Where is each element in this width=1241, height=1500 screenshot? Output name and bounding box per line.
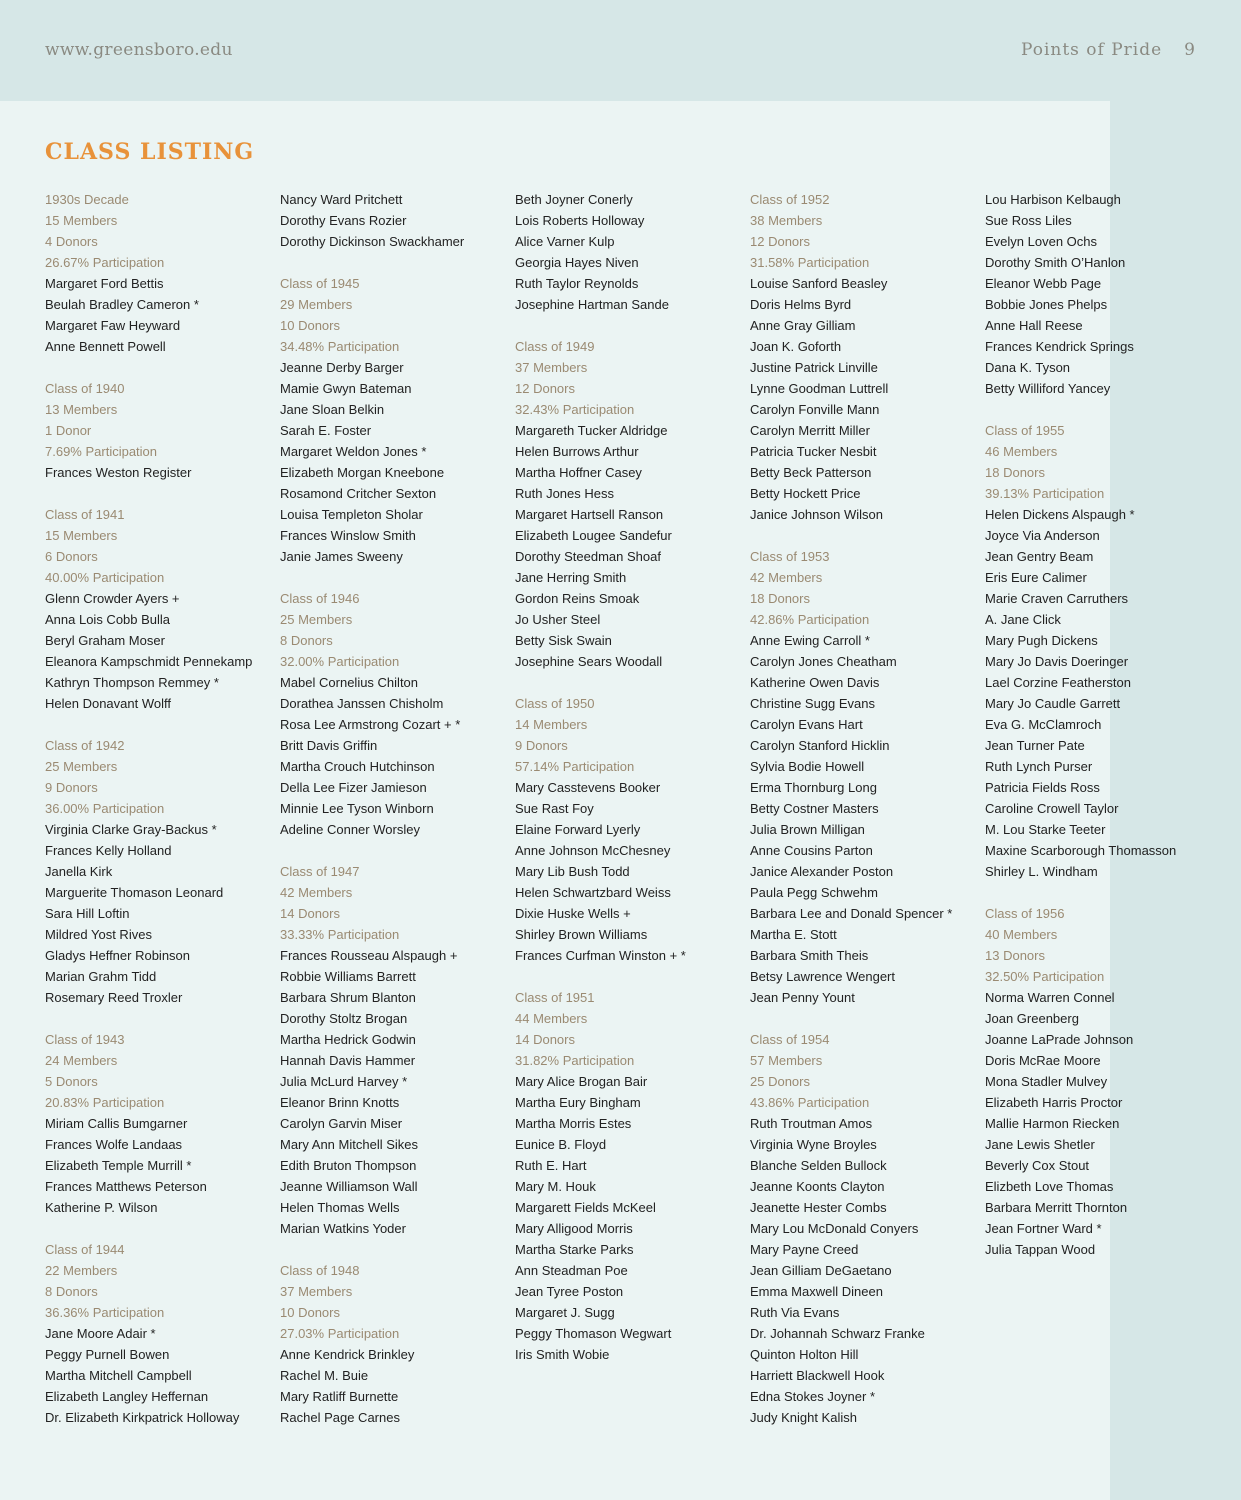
donor-name: Erma Thornburg Long: [750, 780, 877, 795]
class-stat: 18 Donors: [985, 465, 1045, 480]
donor-name: Norma Warren Connel: [985, 990, 1115, 1005]
donor-name: Dana K. Tyson: [985, 360, 1071, 375]
class-stat: 1930s Decade: [45, 192, 129, 207]
donor-name: Doris Helms Byrd: [750, 297, 852, 312]
donor-name: Dorothy Dickinson Swackhamer: [280, 234, 465, 249]
donor-name: Betty Williford Yancey: [985, 381, 1111, 396]
donor-name: Mamie Gwyn Bateman: [280, 381, 412, 396]
class-stat: 32.00% Participation: [280, 654, 400, 669]
donor-name: Ruth Troutman Amos: [750, 1116, 873, 1131]
donor-name: Mildred Yost Rives: [45, 927, 152, 942]
class-stat: 32.50% Participation: [985, 969, 1105, 984]
site-url: www.greensboro.edu: [45, 40, 233, 60]
donor-name: Rachel M. Buie: [280, 1368, 369, 1383]
donor-name: Julia Tappan Wood: [985, 1242, 1096, 1257]
class-stat: 57.14% Participation: [515, 759, 635, 774]
donor-name: Joan K. Goforth: [750, 339, 842, 354]
section-title: Points of Pride: [1020, 40, 1163, 60]
donor-name: Georgia Hayes Niven: [515, 255, 639, 270]
donor-name: Sylvia Bodie Howell: [750, 759, 865, 774]
donor-name: Mary Pugh Dickens: [985, 633, 1098, 648]
spacer: [45, 357, 277, 378]
page-number: 9: [1184, 40, 1196, 60]
donor-name: Peggy Thomason Wegwart: [515, 1326, 672, 1341]
donor-name: M. Lou Starke Teeter: [985, 822, 1106, 837]
donor-name: Betsy Lawrence Wengert: [750, 969, 895, 984]
donor-name: Mary Payne Creed: [750, 1242, 859, 1257]
donor-name: Margareth Tucker Aldridge: [515, 423, 668, 438]
donor-name: Elaine Forward Lyerly: [515, 822, 641, 837]
donor-name: Frances Curfman Winston + *: [515, 948, 686, 963]
listing-column-5: [985, 189, 1217, 1260]
class-stat: Class of 1949: [515, 339, 595, 354]
donor-name: Britt Davis Griffin: [280, 738, 378, 753]
donor-name: Margaret J. Sugg: [515, 1305, 615, 1320]
donor-name: Jane Lewis Shetler: [985, 1137, 1095, 1152]
donor-name: Sue Rast Foy: [515, 801, 594, 816]
donor-name: Beth Joyner Conerly: [515, 192, 633, 207]
class-stat: 25 Members: [280, 612, 353, 627]
donor-name: Frances Kelly Holland: [45, 843, 172, 858]
class-stat: 36.00% Participation: [45, 801, 165, 816]
class-stat: 5 Donors: [45, 1074, 98, 1089]
donor-name: Maxine Scarborough Thomasson: [985, 843, 1177, 858]
donor-name: Frances Weston Register: [45, 465, 192, 480]
donor-name: Minnie Lee Tyson Winborn: [280, 801, 434, 816]
class-stat: 46 Members: [985, 444, 1058, 459]
donor-name: Eva G. McClamroch: [985, 717, 1102, 732]
donor-name: Jeanette Hester Combs: [750, 1200, 887, 1215]
donor-name: Lois Roberts Holloway: [515, 213, 645, 228]
donor-name: Josephine Sears Woodall: [515, 654, 663, 669]
donor-name: Betty Beck Patterson: [750, 465, 872, 480]
donor-name: Lael Corzine Featherston: [985, 675, 1131, 690]
donor-name: Elizabeth Harris Proctor: [985, 1095, 1123, 1110]
class-stat: Class of 1944: [45, 1242, 125, 1257]
donor-name: Helen Dickens Alspaugh *: [985, 507, 1135, 522]
donor-name: Dixie Huske Wells +: [515, 906, 631, 921]
donor-name: Carolyn Stanford Hicklin: [750, 738, 890, 753]
donor-name: Eleanor Brinn Knotts: [280, 1095, 400, 1110]
class-stat: 31.58% Participation: [750, 255, 870, 270]
donor-name: Doris McRae Moore: [985, 1053, 1101, 1068]
class-stat: Class of 1955: [985, 423, 1065, 438]
donor-name: Katherine Owen Davis: [750, 675, 880, 690]
class-stat: Class of 1941: [45, 507, 125, 522]
class-stat: Class of 1954: [750, 1032, 830, 1047]
class-stat: 33.33% Participation: [280, 927, 400, 942]
donor-name: Barbara Merritt Thornton: [985, 1200, 1128, 1215]
class-stat: 57 Members: [750, 1053, 823, 1068]
donor-name: Betty Sisk Swain: [515, 633, 612, 648]
donor-name: Joanne LaPrade Johnson: [985, 1032, 1134, 1047]
class-stat: Class of 1956: [985, 906, 1065, 921]
class-stat: 44 Members: [515, 1011, 588, 1026]
donor-name: Harriett Blackwell Hook: [750, 1368, 885, 1383]
donor-name: Martha E. Stott: [750, 927, 837, 942]
donor-name: Eleanor Webb Page: [985, 276, 1102, 291]
donor-name: Frances Wolfe Landaas: [45, 1137, 183, 1152]
donor-name: Julia McLurd Harvey *: [280, 1074, 408, 1089]
class-stat: 42 Members: [280, 885, 353, 900]
donor-name: Jane Herring Smith: [515, 570, 627, 585]
donor-name: Anne Bennett Powell: [45, 339, 166, 354]
donor-name: Robbie Williams Barrett: [280, 969, 416, 984]
class-stat: Class of 1943: [45, 1032, 125, 1047]
donor-name: Anne Cousins Parton: [750, 843, 873, 858]
class-stat: 9 Donors: [45, 780, 98, 795]
page-title: CLASS LISTING: [45, 139, 255, 165]
class-stat: 8 Donors: [280, 633, 333, 648]
donor-name: Sarah E. Foster: [280, 423, 372, 438]
class-stat: 38 Members: [750, 213, 823, 228]
donor-name: Dr. Elizabeth Kirkpatrick Holloway: [45, 1410, 240, 1425]
class-stat: 39.13% Participation: [985, 486, 1105, 501]
donor-name: Shirley L. Windham: [985, 864, 1098, 879]
class-stat: 14 Donors: [515, 1032, 575, 1047]
donor-name: Rosa Lee Armstrong Cozart + *: [280, 717, 461, 732]
donor-name: Elizbeth Love Thomas: [985, 1179, 1114, 1194]
class-stat: Class of 1940: [45, 381, 125, 396]
donor-name: Beverly Cox Stout: [985, 1158, 1090, 1173]
donor-name: Barbara Lee and Donald Spencer *: [750, 906, 953, 921]
donor-name: Anne Johnson McChesney: [515, 843, 671, 858]
running-header: [1021, 40, 1196, 60]
donor-name: Shirley Brown Williams: [515, 927, 648, 942]
donor-name: Rosamond Critcher Sexton: [280, 486, 437, 501]
spacer: [280, 1239, 512, 1260]
class-stat: 31.82% Participation: [515, 1053, 635, 1068]
donor-name: Margaret Hartsell Ranson: [515, 507, 664, 522]
spacer: [45, 483, 277, 504]
donor-name: Helen Thomas Wells: [280, 1200, 400, 1215]
donor-name: Margaret Ford Bettis: [45, 276, 164, 291]
donor-name: Joyce Via Anderson: [985, 528, 1100, 543]
donor-name: Martha Starke Parks: [515, 1242, 634, 1257]
donor-name: Bobbie Jones Phelps: [985, 297, 1108, 312]
donor-name: Emma Maxwell Dineen: [750, 1284, 883, 1299]
class-stat: 20.83% Participation: [45, 1095, 165, 1110]
spacer: [45, 1218, 277, 1239]
class-stat: 8 Donors: [45, 1284, 98, 1299]
donor-name: Mary Ratliff Burnette: [280, 1389, 399, 1404]
donor-name: Carolyn Jones Cheatham: [750, 654, 897, 669]
donor-name: Elizabeth Lougee Sandefur: [515, 528, 672, 543]
donor-name: Blanche Selden Bullock: [750, 1158, 887, 1173]
donor-name: Peggy Purnell Bowen: [45, 1347, 170, 1362]
donor-name: Rachel Page Carnes: [280, 1410, 400, 1425]
donor-name: Eleanora Kampschmidt Pennekamp: [45, 654, 253, 669]
donor-name: Dorothy Stoltz Brogan: [280, 1011, 408, 1026]
donor-name: Barbara Smith Theis: [750, 948, 869, 963]
donor-name: Mary Lou McDonald Conyers: [750, 1221, 919, 1236]
donor-name: Dorothy Steedman Shoaf: [515, 549, 661, 564]
donor-name: Paula Pegg Schwehm: [750, 885, 878, 900]
donor-name: Ruth Jones Hess: [515, 486, 614, 501]
donor-name: Betty Costner Masters: [750, 801, 879, 816]
donor-name: Sue Ross Liles: [985, 213, 1072, 228]
donor-name: Marie Craven Carruthers: [985, 591, 1129, 606]
donor-name: Iris Smith Wobie: [515, 1347, 610, 1362]
listing-column-3: [515, 189, 747, 1365]
donor-name: Virginia Clarke Gray-Backus *: [45, 822, 217, 837]
donor-name: Jane Sloan Belkin: [280, 402, 385, 417]
donor-name: Anne Hall Reese: [985, 318, 1083, 333]
donor-name: Frances Winslow Smith: [280, 528, 416, 543]
spacer: [280, 252, 512, 273]
class-stat: 10 Donors: [280, 318, 340, 333]
donor-name: Janella Kirk: [45, 864, 113, 879]
donor-name: Mabel Cornelius Chilton: [280, 675, 419, 690]
donor-name: Mary Alice Brogan Bair: [515, 1074, 648, 1089]
class-stat: 7.69% Participation: [45, 444, 158, 459]
donor-name: Judy Knight Kalish: [750, 1410, 857, 1425]
class-stat: Class of 1950: [515, 696, 595, 711]
spacer: [985, 882, 1217, 903]
donor-name: Mary M. Houk: [515, 1179, 596, 1194]
donor-name: Edith Bruton Thompson: [280, 1158, 417, 1173]
class-stat: 36.36% Participation: [45, 1305, 165, 1320]
donor-name: Eunice B. Floyd: [515, 1137, 607, 1152]
spacer: [515, 672, 747, 693]
spacer: [750, 1008, 982, 1029]
donor-name: Jane Moore Adair *: [45, 1326, 156, 1341]
donor-name: Carolyn Garvin Miser: [280, 1116, 403, 1131]
spacer: [280, 840, 512, 861]
donor-name: Adeline Conner Worsley: [280, 822, 420, 837]
donor-name: Gladys Heffner Robinson: [45, 948, 191, 963]
class-stat: 13 Donors: [985, 948, 1045, 963]
spacer: [45, 1008, 277, 1029]
donor-name: Carolyn Merritt Miller: [750, 423, 870, 438]
donor-name: Dorothy Evans Rozier: [280, 213, 407, 228]
donor-name: Martha Crouch Hutchinson: [280, 759, 435, 774]
class-stat: Class of 1951: [515, 990, 595, 1005]
class-stat: 4 Donors: [45, 234, 98, 249]
class-stat: 37 Members: [280, 1284, 353, 1299]
donor-name: Ruth E. Hart: [515, 1158, 587, 1173]
class-stat: 37 Members: [515, 360, 588, 375]
donor-name: Lynne Goodman Luttrell: [750, 381, 889, 396]
class-stat: 14 Members: [515, 717, 588, 732]
class-stat: 29 Members: [280, 297, 353, 312]
donor-name: Glenn Crowder Ayers +: [45, 591, 180, 606]
donor-name: Ruth Taylor Reynolds: [515, 276, 639, 291]
donor-name: Joan Greenberg: [985, 1011, 1079, 1026]
donor-name: Janie James Sweeny: [280, 549, 403, 564]
class-stat: 13 Members: [45, 402, 118, 417]
donor-name: Eris Eure Calimer: [985, 570, 1087, 585]
donor-name: Jean Penny Yount: [750, 990, 855, 1005]
donor-name: Mona Stadler Mulvey: [985, 1074, 1108, 1089]
donor-name: Edna Stokes Joyner *: [750, 1389, 876, 1404]
donor-name: Josephine Hartman Sande: [515, 297, 669, 312]
class-stat: 12 Donors: [515, 381, 575, 396]
donor-name: Marian Watkins Yoder: [280, 1221, 406, 1236]
donor-name: Rosemary Reed Troxler: [45, 990, 183, 1005]
donor-name: Anne Gray Gilliam: [750, 318, 856, 333]
donor-name: Carolyn Evans Hart: [750, 717, 863, 732]
donor-name: Elizabeth Langley Heffernan: [45, 1389, 209, 1404]
class-stat: 15 Members: [45, 528, 118, 543]
donor-name: Mary Casstevens Booker: [515, 780, 661, 795]
donor-name: Janice Alexander Poston: [750, 864, 894, 879]
donor-name: Gordon Reins Smoak: [515, 591, 640, 606]
donor-name: Anna Lois Cobb Bulla: [45, 612, 171, 627]
class-stat: 6 Donors: [45, 549, 98, 564]
donor-name: Helen Schwartzbard Weiss: [515, 885, 671, 900]
donor-name: Martha Mitchell Campbell: [45, 1368, 192, 1383]
class-stat: Class of 1953: [750, 549, 830, 564]
donor-name: Alice Varner Kulp: [515, 234, 615, 249]
donor-name: Patricia Tucker Nesbit: [750, 444, 877, 459]
donor-name: Beryl Graham Moser: [45, 633, 165, 648]
class-stat: 43.86% Participation: [750, 1095, 870, 1110]
donor-name: Lou Harbison Kelbaugh: [985, 192, 1121, 207]
donor-name: Mary Ann Mitchell Sikes: [280, 1137, 418, 1152]
donor-name: Mary Lib Bush Todd: [515, 864, 630, 879]
class-stat: 40 Members: [985, 927, 1058, 942]
donor-name: Jean Gentry Beam: [985, 549, 1094, 564]
donor-name: Anne Ewing Carroll *: [750, 633, 870, 648]
donor-name: A. Jane Click: [985, 612, 1061, 627]
donor-name: Dorathea Janssen Chisholm: [280, 696, 444, 711]
donor-name: Justine Patrick Linville: [750, 360, 878, 375]
class-stat: Class of 1942: [45, 738, 125, 753]
donor-name: Quinton Holton Hill: [750, 1347, 859, 1362]
donor-name: Martha Hoffner Casey: [515, 465, 642, 480]
spacer: [45, 714, 277, 735]
donor-name: Carolyn Fonville Mann: [750, 402, 880, 417]
donor-name: Louise Sanford Beasley: [750, 276, 888, 291]
listing-column-4: [750, 189, 982, 1428]
donor-name: Dr. Johannah Schwarz Franke: [750, 1326, 925, 1341]
donor-name: Louisa Templeton Sholar: [280, 507, 423, 522]
class-stat: 1 Donor: [45, 423, 92, 438]
donor-name: Jo Usher Steel: [515, 612, 601, 627]
donor-name: Nancy Ward Pritchett: [280, 192, 403, 207]
donor-name: Betty Hockett Price: [750, 486, 861, 501]
class-stat: 9 Donors: [515, 738, 568, 753]
donor-name: Marguerite Thomason Leonard: [45, 885, 224, 900]
donor-name: Jean Fortner Ward *: [985, 1221, 1102, 1236]
spacer: [985, 399, 1217, 420]
donor-name: Caroline Crowell Taylor: [985, 801, 1119, 816]
spacer: [515, 315, 747, 336]
donor-name: Dorothy Smith O’Hanlon: [985, 255, 1126, 270]
donor-name: Jeanne Koonts Clayton: [750, 1179, 885, 1194]
class-stat: 25 Members: [45, 759, 118, 774]
class-stat: 15 Members: [45, 213, 118, 228]
donor-name: Kathryn Thompson Remmey *: [45, 675, 219, 690]
donor-name: Margarett Fields McKeel: [515, 1200, 656, 1215]
donor-name: Jeanne Derby Barger: [280, 360, 404, 375]
donor-name: Jean Turner Pate: [985, 738, 1085, 753]
listing-column-2: [280, 189, 512, 1428]
class-stat: 12 Donors: [750, 234, 810, 249]
donor-name: Margaret Faw Heyward: [45, 318, 181, 333]
donor-name: Elizabeth Temple Murrill *: [45, 1158, 192, 1173]
donor-name: Jean Gilliam DeGaetano: [750, 1263, 892, 1278]
class-stat: 34.48% Participation: [280, 339, 400, 354]
donor-name: Miriam Callis Bumgarner: [45, 1116, 188, 1131]
class-stat: 25 Donors: [750, 1074, 810, 1089]
class-stat: Class of 1947: [280, 864, 360, 879]
donor-name: Margaret Weldon Jones *: [280, 444, 427, 459]
donor-name: Barbara Shrum Blanton: [280, 990, 416, 1005]
donor-name: Ruth Via Evans: [750, 1305, 840, 1320]
donor-name: Evelyn Loven Ochs: [985, 234, 1098, 249]
donor-name: Frances Rousseau Alspaugh +: [280, 948, 458, 963]
class-stat: Class of 1952: [750, 192, 830, 207]
donor-name: Sara Hill Loftin: [45, 906, 130, 921]
donor-name: Anne Kendrick Brinkley: [280, 1347, 415, 1362]
donor-name: Virginia Wyne Broyles: [750, 1137, 877, 1152]
class-stat: 14 Donors: [280, 906, 340, 921]
donor-name: Patricia Fields Ross: [985, 780, 1100, 795]
donor-name: Hannah Davis Hammer: [280, 1053, 416, 1068]
listing-column-1: [45, 189, 277, 1428]
donor-name: Beulah Bradley Cameron *: [45, 297, 199, 312]
donor-name: Helen Donavant Wolff: [45, 696, 171, 711]
donor-name: Elizabeth Morgan Kneebone: [280, 465, 445, 480]
donor-name: Jean Tyree Poston: [515, 1284, 624, 1299]
donor-name: Frances Matthews Peterson: [45, 1179, 207, 1194]
class-stat: 10 Donors: [280, 1305, 340, 1320]
donor-name: Jeanne Williamson Wall: [280, 1179, 418, 1194]
class-stat: 22 Members: [45, 1263, 118, 1278]
class-stat: 42.86% Participation: [750, 612, 870, 627]
class-stat: 42 Members: [750, 570, 823, 585]
donor-name: Martha Eury Bingham: [515, 1095, 641, 1110]
class-stat: 24 Members: [45, 1053, 118, 1068]
donor-name: Della Lee Fizer Jamieson: [280, 780, 427, 795]
spacer: [280, 567, 512, 588]
donor-name: Mary Alligood Morris: [515, 1221, 633, 1236]
donor-name: Christine Sugg Evans: [750, 696, 876, 711]
class-stat: Class of 1946: [280, 591, 360, 606]
donor-name: Ann Steadman Poe: [515, 1263, 628, 1278]
donor-name: Katherine P. Wilson: [45, 1200, 158, 1215]
donor-name: Martha Morris Estes: [515, 1116, 632, 1131]
donor-name: Mallie Harmon Riecken: [985, 1116, 1120, 1131]
donor-name: Martha Hedrick Godwin: [280, 1032, 416, 1047]
class-stat: 27.03% Participation: [280, 1326, 400, 1341]
class-stat: Class of 1948: [280, 1263, 360, 1278]
donor-name: Janice Johnson Wilson: [750, 507, 883, 522]
class-stat: 40.00% Participation: [45, 570, 165, 585]
donor-name: Helen Burrows Arthur: [515, 444, 639, 459]
donor-name: Mary Jo Caudle Garrett: [985, 696, 1121, 711]
class-stat: 18 Donors: [750, 591, 810, 606]
class-stat: 26.67% Participation: [45, 255, 165, 270]
donor-name: Julia Brown Milligan: [750, 822, 865, 837]
donor-name: Frances Kendrick Springs: [985, 339, 1134, 354]
class-stat: 32.43% Participation: [515, 402, 635, 417]
donor-name: Ruth Lynch Purser: [985, 759, 1093, 774]
donor-name: Mary Jo Davis Doeringer: [985, 654, 1129, 669]
spacer: [515, 966, 747, 987]
class-stat: Class of 1945: [280, 276, 360, 291]
donor-name: Marian Grahm Tidd: [45, 969, 157, 984]
spacer: [750, 525, 982, 546]
